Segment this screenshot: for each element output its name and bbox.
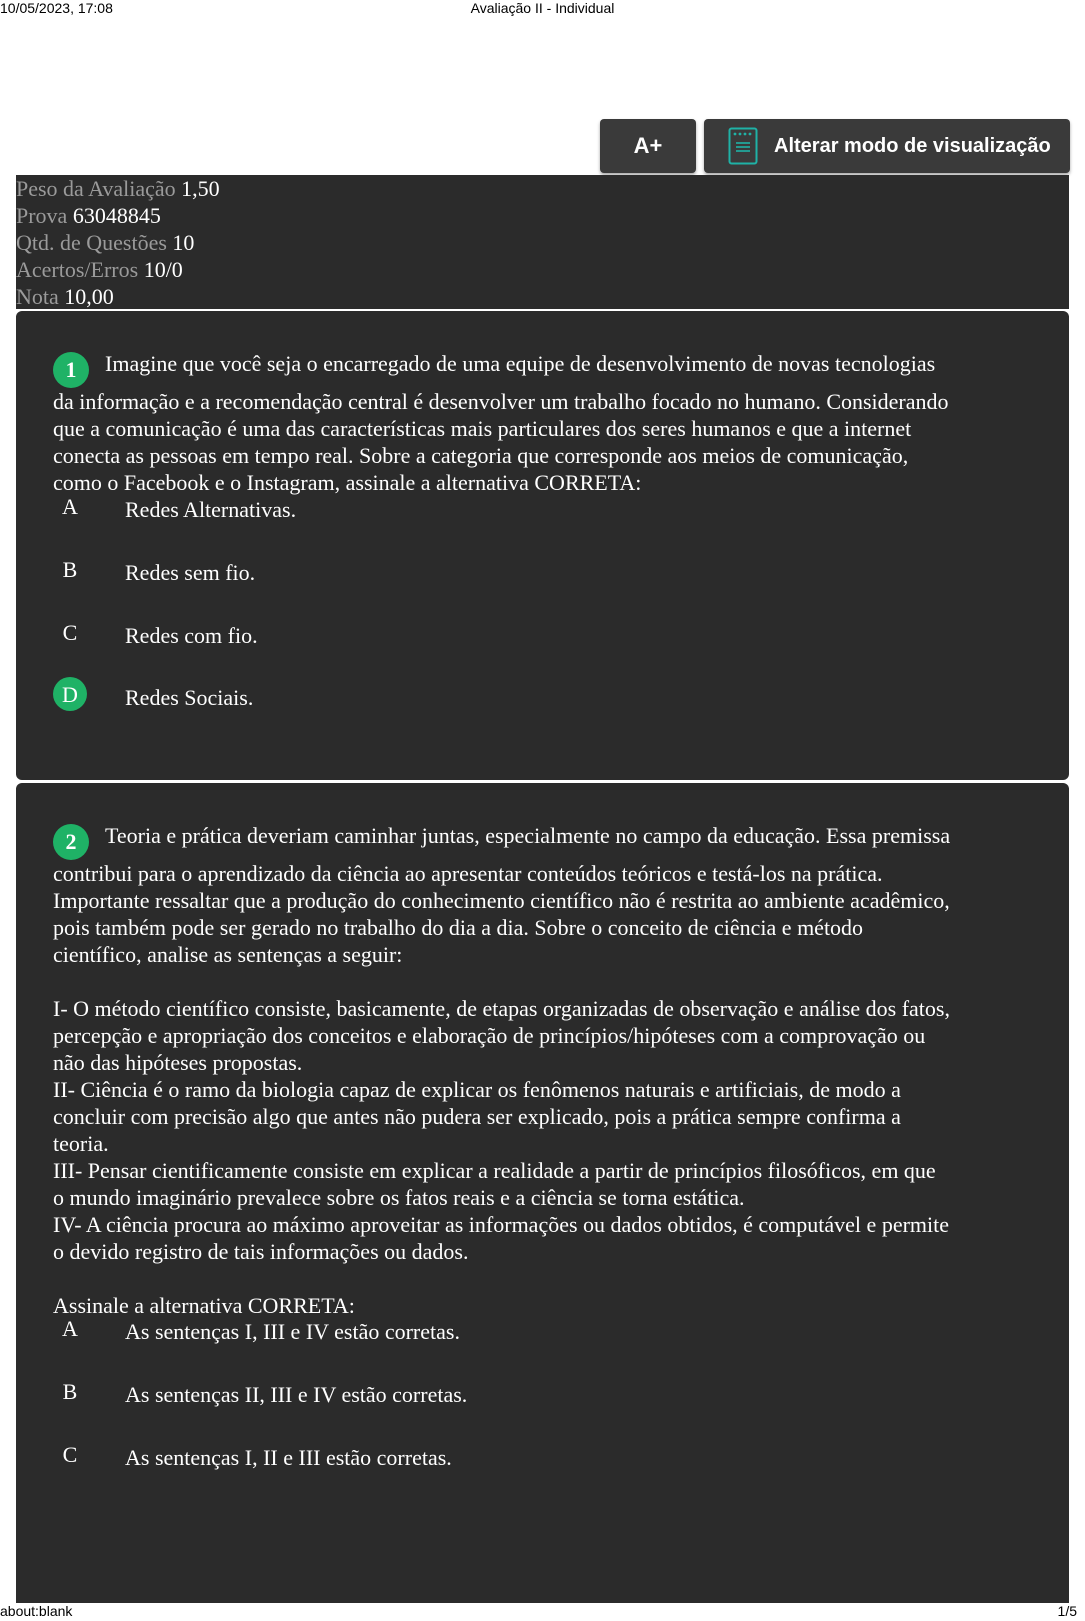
option-text: As sentenças II, III e IV estão corretas. bbox=[125, 1382, 468, 1407]
increase-font-button[interactable]: A+ bbox=[600, 119, 696, 173]
question-number-badge: 2 bbox=[53, 824, 89, 860]
view-mode-label: Alterar modo de visualização bbox=[774, 134, 1051, 157]
option-text: As sentenças I, II e III estão corretas. bbox=[125, 1445, 452, 1470]
option-text: As sentenças I, III e IV estão corretas. bbox=[125, 1319, 460, 1344]
question-number-badge: 1 bbox=[53, 352, 89, 388]
info-row-peso bbox=[16, 175, 1069, 202]
option-d-correct[interactable] bbox=[53, 677, 953, 713]
prova-value: 63048845 bbox=[72, 203, 161, 228]
question-card-2 bbox=[16, 783, 1069, 1603]
print-page-number: 1/5 bbox=[1057, 1603, 1077, 1619]
print-url: about:blank bbox=[0, 1603, 73, 1619]
option-c[interactable] bbox=[53, 615, 953, 651]
peso-value: 1,50 bbox=[181, 176, 220, 201]
print-footer bbox=[0, 1603, 1085, 1621]
option-letter: C bbox=[62, 1441, 78, 1467]
print-datetime: 10/05/2023, 17:08 bbox=[0, 0, 113, 16]
question-text-1 bbox=[53, 350, 1053, 496]
qtd-label: Qtd. de Questões bbox=[16, 230, 167, 255]
assessment-info-panel bbox=[16, 175, 1069, 309]
option-letter-correct: D bbox=[53, 677, 87, 711]
option-text: Redes com fio. bbox=[125, 623, 258, 648]
prova-label: Prova bbox=[16, 203, 68, 228]
option-letter: B bbox=[62, 1378, 78, 1404]
info-row-qtd bbox=[16, 229, 1069, 256]
option-text: Redes sem fio. bbox=[125, 560, 256, 585]
option-c[interactable] bbox=[53, 1437, 953, 1473]
nota-value: 10,00 bbox=[64, 284, 114, 309]
qtd-value: 10 bbox=[172, 230, 195, 255]
option-b[interactable] bbox=[53, 1374, 953, 1410]
option-text: Redes Alternativas. bbox=[125, 497, 297, 522]
option-text: Redes Sociais. bbox=[125, 685, 254, 710]
info-row-nota bbox=[16, 283, 1069, 310]
question-statement: Teoria e prática deveriam caminhar juntas, especialmente no campo da educação. Essa premissa contribui para o aprendizado da ciência ao apresentar conteúdos teóricos e testá-los na prática. Importante ressaltar que a produção do conhecimento científico não é restrita ao ambiente acadêmico, pois também pode ser gerado no trabalho do dia a dia. Sobre o conceito de ciência e método científico, analise as sentenças a seguir: I- O método científico consiste, basicamente, de etapas organizadas de observação e análise dos fatos, percepção e apropriação dos conceitos e elaboração de princípios/hipóteses com a comprovação ou não das hipóteses propostas. II- Ciência é o ramo da biologia capaz de explicar os fenômenos naturais e artificiais, de modo a concluir com precisão algo que antes não pudera ser explicado, pois a prática sempre confirma a teoria. III- Pensar cientificamente consiste em explicar a realidade a partir de princípios filosóficos, em que o mundo imaginário prevalece sobre os fatos reais e a ciência se torna estática. IV- A ciência procura ao máximo aproveitar as informações ou dados obtidos, é computável e permite o devido registro de tais informações ou dados. Assinale a alternativa CORRETA: bbox=[53, 823, 951, 1318]
option-letter: A bbox=[62, 493, 78, 519]
option-b[interactable] bbox=[53, 552, 953, 588]
print-header bbox=[0, 0, 1085, 18]
question-text-2 bbox=[53, 822, 1053, 1319]
option-letter: B bbox=[62, 556, 78, 582]
info-row-acertos bbox=[16, 256, 1069, 283]
acertos-value: 10/0 bbox=[143, 257, 183, 282]
option-letter: A bbox=[62, 1315, 78, 1341]
change-view-mode-button[interactable] bbox=[704, 119, 1070, 173]
question-statement: Imagine que você seja o encarregado de uma equipe de desenvolvimento de novas tecnologias da informação e a recomendação central é desenvolver um trabalho focado no humano. Considerando que a comunicação é uma das características mais particulares dos seres humanos e que a internet conecta as pessoas em tempo real. Sobre a categoria que corresponde aos meios de comunicação, como o Facebook e o Instagram, assinale a alternativa CORRETA: bbox=[53, 351, 949, 495]
option-a[interactable] bbox=[53, 489, 953, 525]
info-row-prova bbox=[16, 202, 1069, 229]
print-page-title: Avaliação II - Individual bbox=[470, 0, 615, 16]
document-icon bbox=[728, 127, 758, 165]
peso-label: Peso da Avaliação bbox=[16, 176, 176, 201]
option-letter: C bbox=[62, 619, 78, 645]
acertos-label: Acertos/Erros bbox=[16, 257, 139, 282]
nota-label: Nota bbox=[16, 284, 59, 309]
option-a[interactable] bbox=[53, 1311, 953, 1347]
question-card-1 bbox=[16, 311, 1069, 780]
